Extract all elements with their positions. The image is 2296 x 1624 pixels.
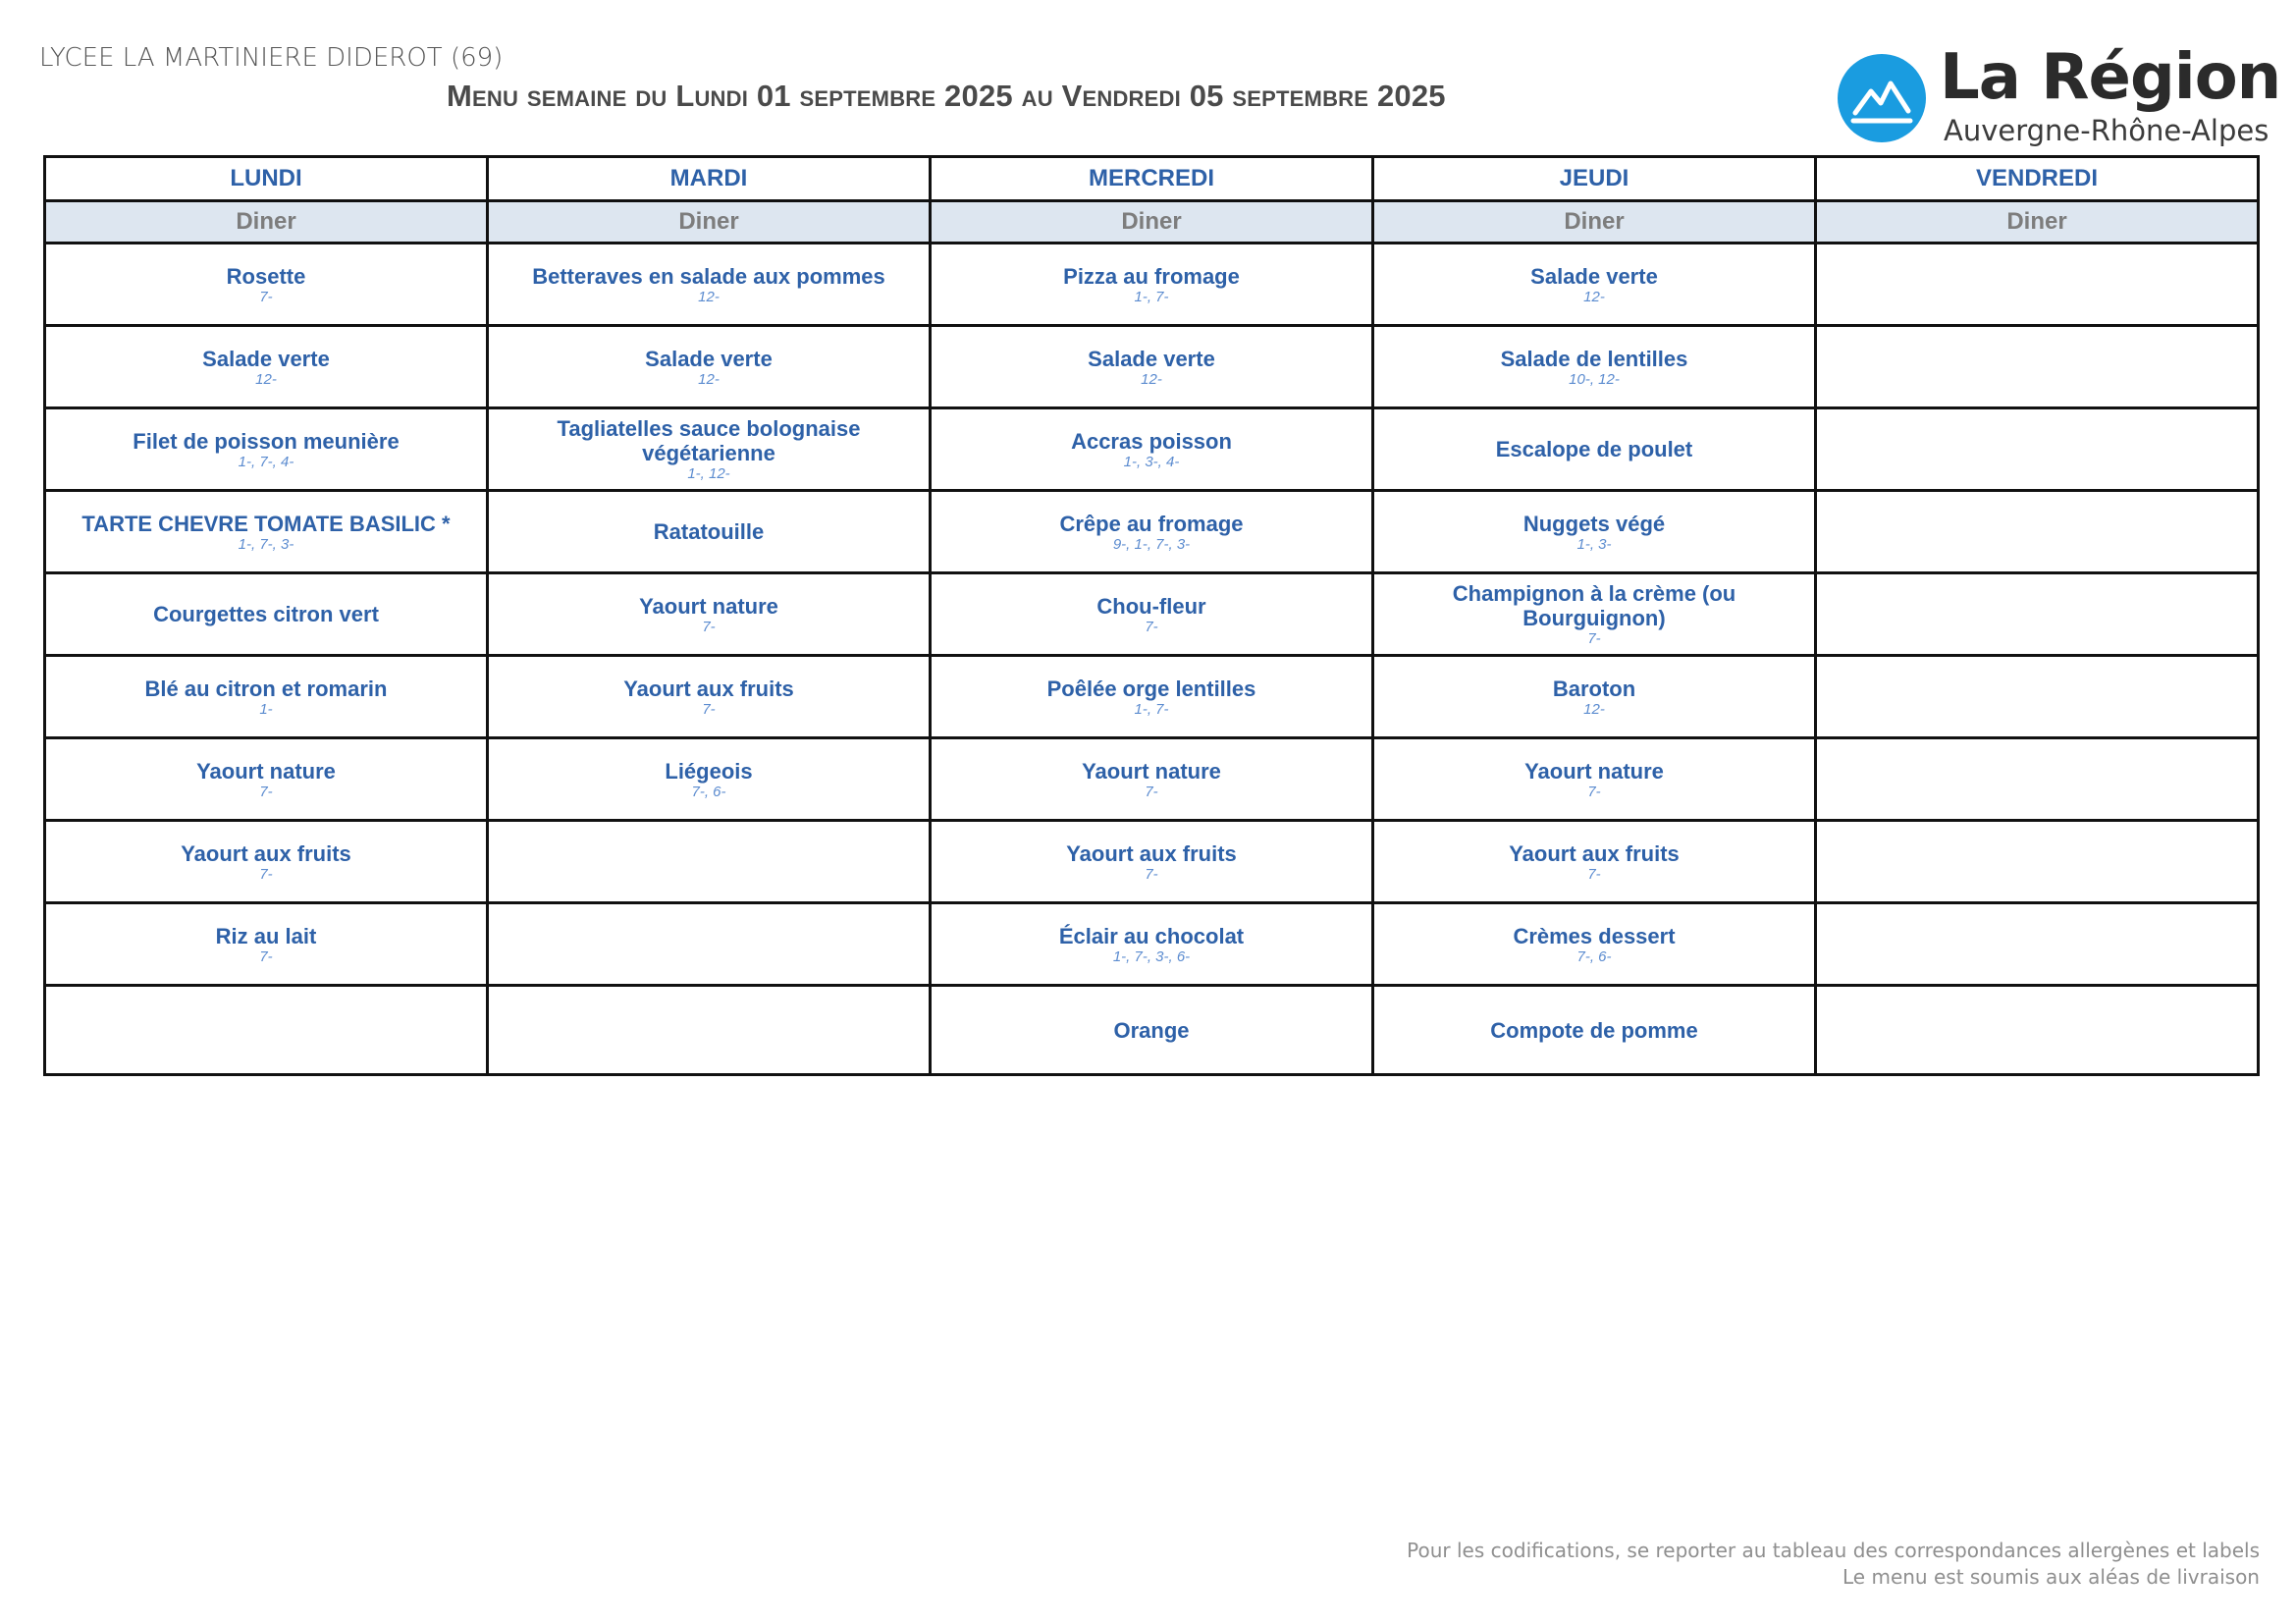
day-header-tuesday: MARDI — [488, 157, 931, 201]
menu-row — [45, 986, 2259, 1075]
menu-cell — [45, 326, 488, 408]
meal-label-row — [45, 201, 2259, 244]
menu-table — [43, 155, 2260, 1076]
menu-cell — [45, 656, 488, 738]
dish-name: Salade verte — [1530, 263, 1658, 289]
menu-cell — [931, 326, 1373, 408]
allergen-codes: 12- — [698, 288, 720, 305]
menu-cell — [1373, 326, 1816, 408]
allergen-codes: 7- — [259, 783, 273, 800]
allergen-codes: 12- — [255, 370, 277, 388]
dish-name: Pizza au fromage — [1063, 263, 1240, 289]
menu-row — [45, 491, 2259, 573]
allergen-codes: 7- — [259, 288, 273, 305]
allergen-codes: 7- — [1587, 630, 1601, 647]
dish-name: Éclair au chocolat — [1058, 923, 1245, 948]
dish-name: Escalope de poulet — [1495, 437, 1693, 461]
dish-name: Yaourt aux fruits — [623, 676, 794, 701]
meal-label: Diner — [1373, 201, 1816, 244]
day-header-monday: LUNDI — [45, 157, 488, 201]
menu-cell — [931, 244, 1373, 326]
menu-cell — [931, 821, 1373, 903]
allergen-codes: 9-, 1-, 7-, 3- — [1112, 535, 1191, 553]
menu-cell — [1373, 573, 1816, 656]
menu-body — [45, 244, 2259, 1075]
menu-cell — [45, 573, 488, 656]
menu-cell — [488, 986, 931, 1075]
footer-note — [1407, 1538, 2260, 1591]
menu-cell — [1373, 408, 1816, 491]
menu-row — [45, 821, 2259, 903]
allergen-codes: 1-, 7- — [1134, 700, 1169, 718]
allergen-codes: 7- — [259, 947, 273, 965]
menu-cell — [1373, 903, 1816, 986]
dish-name: Salade verte — [202, 346, 330, 371]
menu-cell — [931, 656, 1373, 738]
dish-name: Compote de pomme — [1490, 1017, 1698, 1043]
allergen-codes: 7-, 6- — [691, 783, 726, 800]
dish-name: Poêlée orge lentilles — [1046, 676, 1256, 701]
menu-cell — [931, 738, 1373, 821]
dish-name: Accras poisson — [1071, 428, 1232, 454]
dish-name: Baroton — [1552, 676, 1636, 701]
dish-name: Chou-fleur — [1096, 593, 1206, 619]
dish-name: Crêpe au fromage — [1059, 511, 1244, 536]
allergen-codes: 1- — [259, 700, 273, 718]
menu-cell — [931, 986, 1373, 1075]
menu-cell — [45, 491, 488, 573]
day-header-wednesday: MERCREDI — [931, 157, 1373, 201]
dish-name: Yaourt nature — [1082, 758, 1221, 784]
dish-name: Tagliatelles sauce bolognaise végétarienne — [557, 416, 861, 465]
day-header-friday: VENDREDI — [1816, 157, 2259, 201]
allergen-codes: 1-, 7-, 4- — [238, 453, 294, 470]
meal-label: Diner — [1816, 201, 2259, 244]
day-header-row — [45, 157, 2259, 201]
menu-cell — [1373, 491, 1816, 573]
menu-cell — [1816, 738, 2259, 821]
dish-name: Riz au lait — [215, 923, 317, 948]
allergen-codes: 1-, 7-, 3- — [238, 535, 294, 553]
menu-row — [45, 326, 2259, 408]
dish-name: Crèmes dessert — [1513, 923, 1676, 948]
menu-cell — [45, 244, 488, 326]
day-header-thursday: JEUDI — [1373, 157, 1816, 201]
menu-row — [45, 656, 2259, 738]
menu-cell — [488, 738, 931, 821]
menu-row — [45, 408, 2259, 491]
dish-name: Yaourt nature — [196, 758, 336, 784]
menu-cell — [45, 408, 488, 491]
footer-allergen-note: Pour les codifications, se reporter au tableau des correspondances allergènes et labels — [1407, 1539, 2260, 1562]
allergen-codes: 7- — [259, 865, 273, 883]
dish-name: Courgettes citron vert — [153, 602, 379, 626]
allergen-codes: 1-, 7- — [1134, 288, 1169, 305]
menu-cell — [488, 408, 931, 491]
allergen-codes: 1-, 7-, 3-, 6- — [1112, 947, 1191, 965]
menu-cell — [931, 903, 1373, 986]
dish-name: Salade verte — [1088, 346, 1215, 371]
dish-name: Ratatouille — [653, 519, 765, 544]
allergen-codes: 7- — [1145, 865, 1158, 883]
allergen-codes: 1-, 12- — [687, 465, 730, 482]
menu-cell — [1816, 903, 2259, 986]
dish-name: Salade verte — [645, 346, 773, 371]
menu-cell — [1816, 408, 2259, 491]
dish-name: Yaourt aux fruits — [181, 840, 351, 866]
allergen-codes: 7- — [702, 618, 716, 635]
allergen-codes: 12- — [1583, 288, 1605, 305]
region-logo-subtitle: Auvergne-Rhône-Alpes — [1944, 114, 2269, 147]
menu-cell — [1816, 656, 2259, 738]
menu-cell — [1816, 573, 2259, 656]
region-logo-icon — [1838, 54, 1926, 142]
menu-cell — [1373, 656, 1816, 738]
menu-cell — [1816, 244, 2259, 326]
dish-name: Yaourt aux fruits — [1509, 840, 1680, 866]
dish-name: Yaourt aux fruits — [1066, 840, 1237, 866]
menu-cell — [931, 408, 1373, 491]
dish-name: TARTE CHEVRE TOMATE BASILIC * — [81, 511, 451, 536]
menu-cell — [488, 244, 931, 326]
allergen-codes: 7- — [1145, 783, 1158, 800]
menu-cell — [488, 821, 931, 903]
allergen-codes: 12- — [1141, 370, 1162, 388]
menu-cell — [931, 573, 1373, 656]
school-name: LYCEE LA MARTINIERE DIDEROT (69) — [39, 43, 504, 73]
menu-cell — [45, 738, 488, 821]
menu-cell — [45, 903, 488, 986]
meal-label: Diner — [45, 201, 488, 244]
meal-label: Diner — [488, 201, 931, 244]
allergen-codes: 1-, 3- — [1576, 535, 1612, 553]
dish-name: Filet de poisson meunière — [133, 428, 400, 454]
dish-name: Yaourt nature — [639, 593, 778, 619]
menu-cell — [931, 491, 1373, 573]
allergen-codes: 7-, 6- — [1576, 947, 1612, 965]
menu-row — [45, 903, 2259, 986]
allergen-codes: 7- — [702, 700, 716, 718]
allergen-codes: 12- — [1583, 700, 1605, 718]
menu-cell — [1373, 738, 1816, 821]
dish-name: Salade de lentilles — [1500, 346, 1688, 371]
menu-row — [45, 244, 2259, 326]
menu-cell — [488, 326, 931, 408]
menu-row — [45, 573, 2259, 656]
footer-delivery-note: Le menu est soumis aux aléas de livraison — [1842, 1565, 2260, 1589]
menu-cell — [1373, 986, 1816, 1075]
allergen-codes: 1-, 3-, 4- — [1123, 453, 1180, 470]
menu-cell — [1816, 986, 2259, 1075]
dish-name: Blé au citron et romarin — [144, 676, 388, 701]
dish-name: Orange — [1113, 1017, 1190, 1043]
menu-cell — [45, 821, 488, 903]
menu-cell — [1373, 244, 1816, 326]
allergen-codes: 7- — [1145, 618, 1158, 635]
dish-name: Rosette — [226, 263, 306, 289]
menu-cell — [488, 573, 931, 656]
meal-label: Diner — [931, 201, 1373, 244]
allergen-codes: 7- — [1587, 783, 1601, 800]
dish-name: Yaourt nature — [1524, 758, 1664, 784]
dish-name: Champignon à la crème (ou Bourguignon) — [1452, 581, 1736, 630]
page-title: Menu semaine du Lundi 01 septembre 2025 au Vendredi 05 septembre 2025 — [447, 79, 1446, 113]
allergen-codes: 10-, 12- — [1569, 370, 1620, 388]
dish-name: Nuggets végé — [1522, 511, 1666, 536]
menu-cell — [488, 903, 931, 986]
dish-name: Betteraves en salade aux pommes — [532, 263, 885, 289]
menu-cell — [1816, 326, 2259, 408]
menu-cell — [488, 491, 931, 573]
region-logo-name: La Région — [1940, 41, 2281, 114]
allergen-codes: 7- — [1587, 865, 1601, 883]
menu-cell — [45, 986, 488, 1075]
menu-row — [45, 738, 2259, 821]
allergen-codes: 12- — [698, 370, 720, 388]
menu-cell — [488, 656, 931, 738]
region-logo — [1838, 41, 2281, 153]
menu-cell — [1373, 821, 1816, 903]
menu-cell — [1816, 821, 2259, 903]
dish-name: Liégeois — [665, 758, 753, 784]
menu-cell — [1816, 491, 2259, 573]
